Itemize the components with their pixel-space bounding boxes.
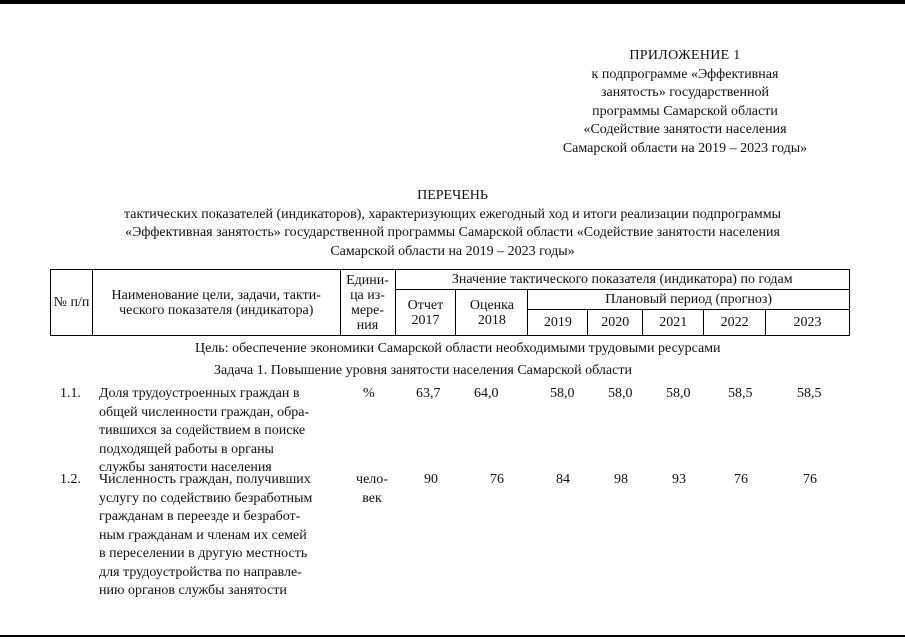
appendix-line: «Содействие занятости населения — [583, 122, 787, 137]
value-2020: 98 — [614, 472, 628, 487]
title-line: «Эффективная занятость» государственной программы Самарской области «Содействие занятости населения — [125, 225, 780, 240]
value-2021: 58,0 — [666, 386, 691, 401]
document-title — [0, 187, 905, 261]
goal-text: Цель: обеспечение экономики Самарской области необходимыми трудовыми ресурсами — [195, 341, 721, 356]
task-text: Задача 1. Повышение уровня занятости населения Самарской области — [214, 363, 632, 378]
header-year: 2022 — [704, 310, 766, 336]
appendix-line: занятость» государственной — [601, 85, 769, 100]
value-2018: 76 — [490, 472, 504, 487]
row-unit: % — [363, 386, 375, 401]
bottom-border-rule — [0, 635, 905, 637]
indicators-table-header — [50, 269, 850, 336]
value-2023: 76 — [803, 472, 817, 487]
desc-line: Доля трудоустроенных граждан в — [99, 386, 300, 401]
row-description — [99, 385, 335, 478]
desc-line: нию органов службы занятости — [99, 583, 287, 598]
header-plan-group: Плановый период (прогноз) — [528, 290, 850, 310]
desc-line: для трудоустройства по направле- — [99, 564, 302, 580]
value-2017: 90 — [424, 472, 438, 487]
desc-line: службы занятости населения — [99, 460, 272, 475]
desc-line: ным гражданам и членам их семей — [99, 527, 307, 543]
title-line: тактических показателей (индикаторов), характеризующих ежегодный ход и итоги реализации подпрограммы — [123, 206, 782, 222]
header-report: Отчет 2017 — [395, 290, 456, 336]
header-values-group: Значение тактического показателя (индикатора) по годам — [395, 270, 850, 290]
appendix-line: Самарской области на 2019 – 2023 годы» — [562, 140, 808, 156]
row-description — [99, 471, 335, 601]
appendix-line: программы Самарской области — [592, 103, 778, 119]
unit-line: чело- — [356, 472, 388, 487]
row-unit — [354, 471, 390, 508]
value-2022: 58,5 — [728, 386, 753, 401]
header-year: 2023 — [766, 310, 850, 336]
value-2019: 84 — [556, 472, 570, 487]
value-2019: 58,0 — [550, 386, 575, 401]
desc-line: общей численности граждан, обра- — [99, 404, 310, 420]
value-2022: 76 — [734, 472, 748, 487]
appendix-stamp — [535, 47, 835, 158]
title-line: Самарской области на 2019 – 2023 годы» — [330, 243, 575, 259]
desc-line: услугу по содействию безработным — [99, 490, 313, 506]
desc-line: в переселении в другую местность — [99, 546, 308, 561]
row-number: 1.1. — [60, 386, 81, 401]
appendix-line: к подпрограмме «Эффективная — [591, 66, 779, 82]
header-estimate: Оценка 2018 — [456, 290, 528, 336]
desc-line: гражданам в переезде и безработ- — [99, 509, 301, 524]
unit-line: век — [362, 490, 382, 506]
header-year: 2020 — [588, 310, 643, 336]
row-number: 1.2. — [60, 472, 81, 487]
value-2018: 64,0 — [474, 386, 499, 401]
value-2021: 93 — [672, 472, 686, 487]
desc-line: подходящей работы в органы — [99, 441, 274, 457]
desc-line: Численность граждан, получивших — [99, 472, 311, 487]
value-2020: 58,0 — [608, 386, 633, 401]
header-num: № п/п — [51, 270, 93, 336]
header-year: 2019 — [528, 310, 588, 336]
value-2023: 58,5 — [797, 386, 822, 401]
value-2017: 63,7 — [416, 386, 441, 401]
desc-line: тившихся за содействием в поиске — [99, 423, 306, 438]
appendix-heading: ПРИЛОЖЕНИЕ 1 — [629, 48, 741, 63]
header-unit: Едини-ца из-мере-ния — [340, 270, 395, 336]
title-heading: ПЕРЕЧЕНЬ — [417, 188, 488, 203]
header-year: 2021 — [643, 310, 704, 336]
top-border-rule — [0, 0, 905, 4]
header-name: Наименование цели, задачи, такти-ческого показателя (индикатора) — [92, 270, 340, 336]
